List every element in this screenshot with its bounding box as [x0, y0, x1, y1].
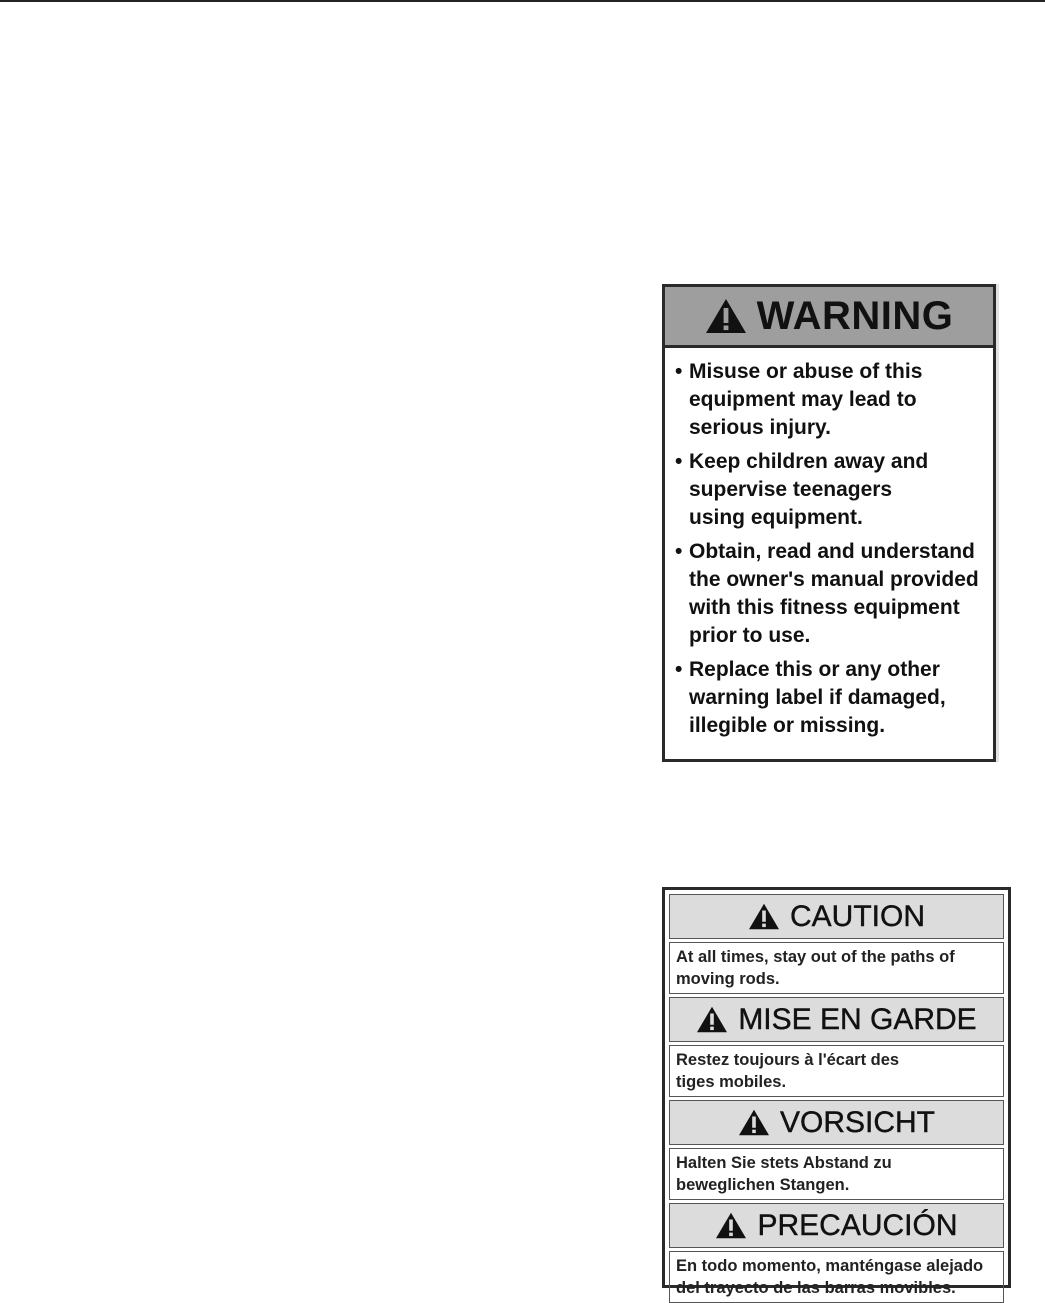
caution-text-de: Halten Sie stets Abstand zu beweglichen Stangen. [669, 1148, 1004, 1200]
warning-triangle-icon [705, 298, 747, 334]
warning-item [677, 448, 987, 532]
warning-label [662, 284, 996, 762]
caution-title-es: PRECAUCIÓN [757, 1208, 958, 1242]
warning-triangle-icon [738, 1109, 770, 1136]
caution-title-fr: MISE EN GARDE [738, 1002, 977, 1036]
caution-text-es: En todo momento, manténgase alejado del trayecto de las barras movibles. [669, 1251, 1004, 1303]
warning-list [665, 348, 993, 740]
warning-triangle-icon [715, 1212, 747, 1239]
warning-triangle-icon [748, 903, 780, 930]
warning-header [665, 287, 993, 348]
caution-text-fr: Restez toujours à l'écart des tiges mobiles. [669, 1045, 1004, 1097]
bullet: • [675, 450, 683, 473]
caution-title-en: CAUTION [790, 899, 925, 933]
warning-item-text: Misuse or abuse of this equipment may lead to serious injury. [689, 360, 923, 439]
warning-item [677, 358, 987, 442]
top-rule [0, 0, 1045, 2]
bullet: • [675, 540, 683, 563]
warning-item-text: Replace this or any other warning label if damaged, illegible or missing. [689, 658, 946, 737]
warning-triangle-icon [696, 1006, 728, 1033]
caution-title-de: VORSICHT [779, 1105, 935, 1139]
bullet: • [675, 658, 683, 681]
warning-item-text: Keep children away and supervise teenagers using equipment. [689, 450, 929, 529]
caution-header-es [669, 1203, 1004, 1248]
caution-label [662, 887, 1011, 1297]
warning-title: WARNING [756, 294, 954, 338]
caution-header-de [669, 1100, 1004, 1145]
caution-header-en [669, 894, 1004, 939]
warning-item-text: Obtain, read and understand the owner's manual provided with this fitness equipment prior to use. [689, 540, 979, 647]
warning-item [677, 656, 987, 740]
caution-text-en: At all times, stay out of the paths of moving rods. [669, 942, 1004, 994]
warning-item [677, 538, 987, 650]
bullet: • [675, 360, 683, 383]
caution-header-fr [669, 997, 1004, 1042]
